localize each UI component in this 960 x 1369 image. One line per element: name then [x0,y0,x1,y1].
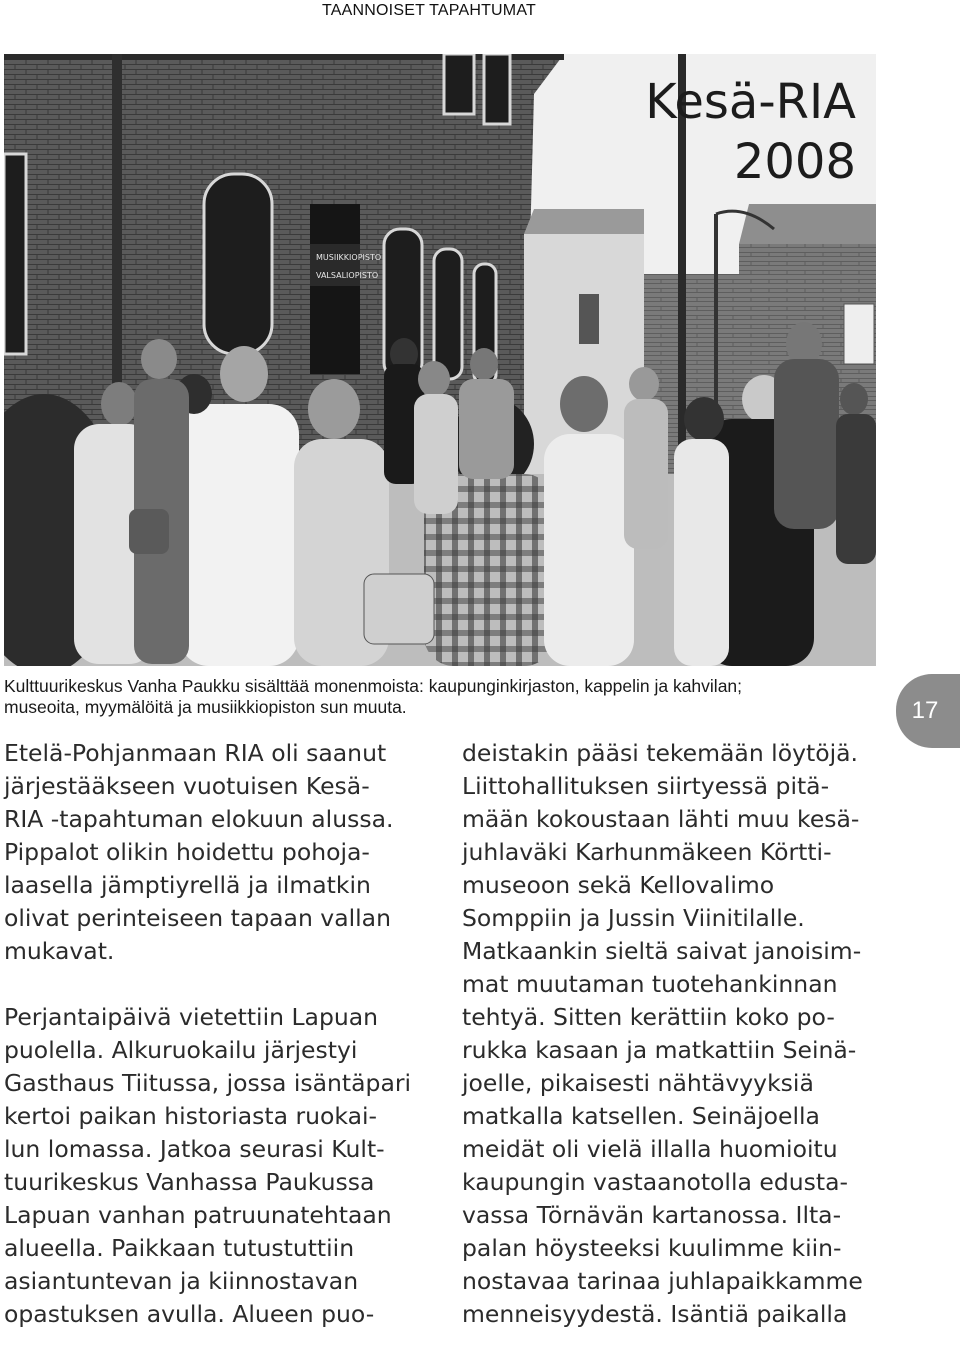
article-paragraph-1: Etelä-Pohjanmaan RIA oli saanut järjestääkseen vuotuisen Kesä- RIA -tapahtuman elokuun alussa. Pippalot olikin hoidettu pohoja- laasella jämptiyrellä ja ilmatkin olivat perinteiseen tapaan vallan mukavat. [4,739,394,965]
sign-text-1: MUSIIKKIOPISTO [316,253,382,262]
title-line-1: Kesä-RIA [645,74,856,130]
caption-line-1: Kulttuurikeskus Vanha Paukku sisälttää monenmoista: kaupunginkirjaston, kappelin ja kahvilan; [4,676,743,696]
photo-title [645,72,856,192]
page-number: 17 [911,697,939,724]
article-column-right [462,737,902,1331]
sign-text-2: VALSALIOPISTO [316,271,379,280]
photo-caption [4,676,864,718]
caption-line-2: museoita, myymälöitä ja musiikkiopiston sun muuta. [4,697,407,717]
article-paragraph-2: Perjantaipäivä vietettiin Lapuan puolella. Alkuruokailu järjestyi Gasthaus Tiitussa, jossa isäntäpari kertoi paikan historiasta ruokai- lun lomassa. Jatkoa seurasi Kult- tuurikeskus Vanhassa Paukussa Lapuan vanhan patruunatehtaan alueella. Paikkaan tutustuttiin asiantuntevan ja kiinnostavan opastuksen avulla. Alueen puo- [4,1003,412,1328]
article-paragraph-3: deistakin pääsi tekemään löytöjä. Liittohallituksen siirtyessä pitä- mään kokoustaan lähti muu kesä- juhlaväki Karhunmäkeen Körtti- museoon sekä Kellovalimo Somppiin ja Jussin Viinitilalle. Matkaankin sieltä saivat janoisim- mat muutaman tuotehankinnan tehtyä. Sitten kerättiin koko po- rukka kasaan ja matkattiin Seinä- joelle, pikaisesti nähtävyyksiä matkalla katsellen. Seinäjoella meidät oli vielä illalla huomioitu kaupungin vastaanotolla edusta- vassa Törnävän kartanossa. Ilta- palan höysteeksi kuulimme kiin- nostavaa tarinaa juhlapaikkamme menneisyydestä. Isäntiä paikalla [462,739,863,1328]
title-line-2: 2008 [733,134,856,190]
section-label: TAANNOISET TAPAHTUMAT [322,2,536,19]
page-number-tab [896,674,960,748]
event-photo [4,54,876,666]
article-column-left [4,737,434,1331]
